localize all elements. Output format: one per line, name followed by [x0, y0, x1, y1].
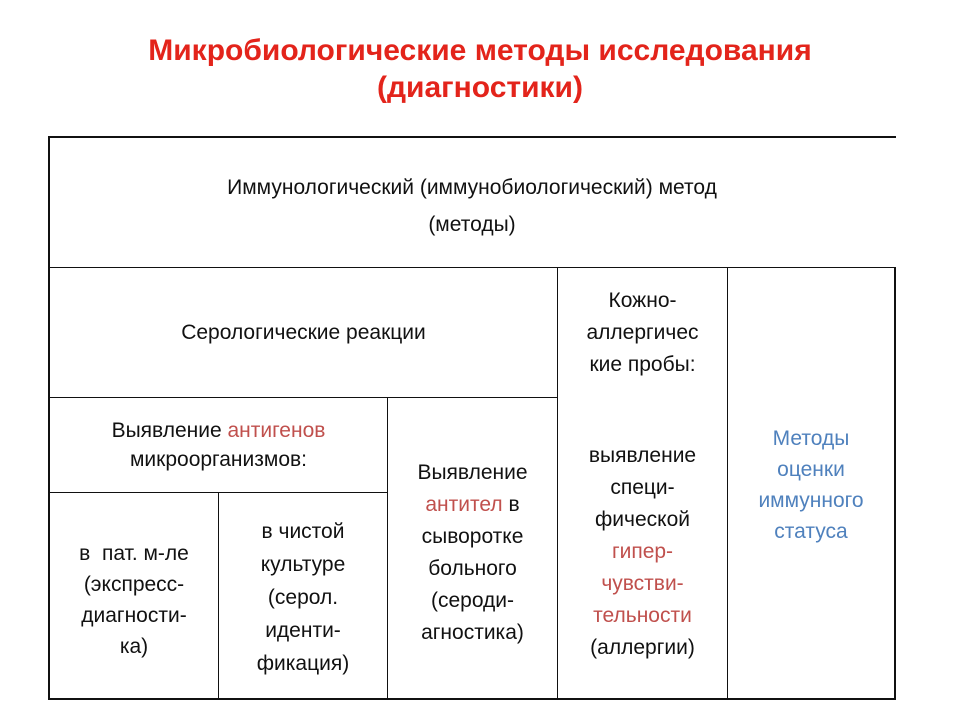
hypersensitivity-line-3: фической	[595, 508, 690, 531]
pure-culture-line-3: (серол.	[267, 585, 339, 609]
hypersensitivity-line-2: специ-	[610, 476, 675, 499]
antibody-detection-line-5: (сероди-	[430, 589, 515, 612]
slide-title	[0, 32, 960, 106]
antigen-detection-prefix: Выявление	[111, 419, 228, 442]
hypersensitivity-highlight-3: тельности	[593, 604, 692, 627]
cell-skin-allergy-tests	[558, 284, 727, 382]
row-divider-serological	[48, 397, 558, 398]
antibody-detection-suffix: в	[502, 493, 520, 516]
pathological-line-1: в пат. м-ле	[79, 542, 189, 565]
antigen-detection-line-2: микроорганизмов:	[129, 448, 307, 471]
hypersensitivity-line-7: (аллергии)	[590, 636, 695, 659]
serological-reactions-label: Серологические реакции	[181, 321, 426, 344]
pure-culture-line-2: культуре	[260, 552, 346, 576]
immune-status-line-2: оценки	[777, 458, 845, 481]
hypersensitivity-highlight-2: чувстви-	[601, 572, 684, 595]
hypersensitivity-line-1: выявление	[588, 444, 697, 467]
skin-tests-line-3: кие пробы:	[589, 353, 696, 376]
cell-immunological-method	[50, 166, 894, 246]
antibodies-highlight: антител	[425, 493, 503, 516]
antibody-detection-line-2	[425, 489, 519, 521]
table-border-top	[48, 136, 896, 138]
antigens-highlight: антигенов	[227, 419, 326, 442]
pathological-line-3: диагности-	[81, 604, 187, 627]
immunological-method-line-2: (методы)	[428, 213, 516, 236]
skin-tests-line-2: аллергичес	[586, 321, 699, 344]
pure-culture-line-1: в чистой	[261, 519, 345, 543]
antibody-detection-line-4: больного	[428, 557, 517, 580]
cell-hypersensitivity-detection	[558, 438, 727, 666]
table-border-bottom	[48, 698, 896, 700]
antibody-detection-line-3: сыворотке	[421, 525, 524, 548]
immunological-method-line-1: Иммунологический (иммунобиологический) метод	[227, 176, 717, 199]
cell-pathological-material	[50, 535, 218, 665]
title-line-2: (диагностики)	[377, 71, 583, 104]
antigen-detection-line-1	[112, 416, 326, 445]
hypersensitivity-highlight-1: гипер-	[611, 540, 674, 563]
table-border-right	[894, 268, 896, 700]
immune-status-line-4: статуса	[774, 520, 848, 543]
immune-status-line-1: Методы	[772, 427, 850, 450]
cell-immune-status-methods	[728, 420, 894, 550]
cell-serological-reactions	[50, 268, 557, 397]
pure-culture-line-5: фикация)	[256, 651, 350, 675]
pathological-line-2: (экспресс-	[83, 573, 185, 596]
cell-pure-culture	[219, 512, 387, 682]
antibody-detection-line-1: Выявление	[417, 461, 528, 484]
pathological-line-4: ка)	[119, 635, 149, 658]
pure-culture-line-4: иденти-	[265, 618, 341, 642]
antibody-detection-line-6: агностика)	[421, 621, 524, 644]
title-line-1: Микробиологические методы исследования	[148, 34, 812, 67]
cell-antigen-detection	[50, 410, 387, 480]
immune-status-line-3: иммунного	[758, 489, 864, 512]
cell-antibody-detection	[388, 455, 557, 651]
skin-tests-line-1: Кожно-	[608, 289, 677, 312]
